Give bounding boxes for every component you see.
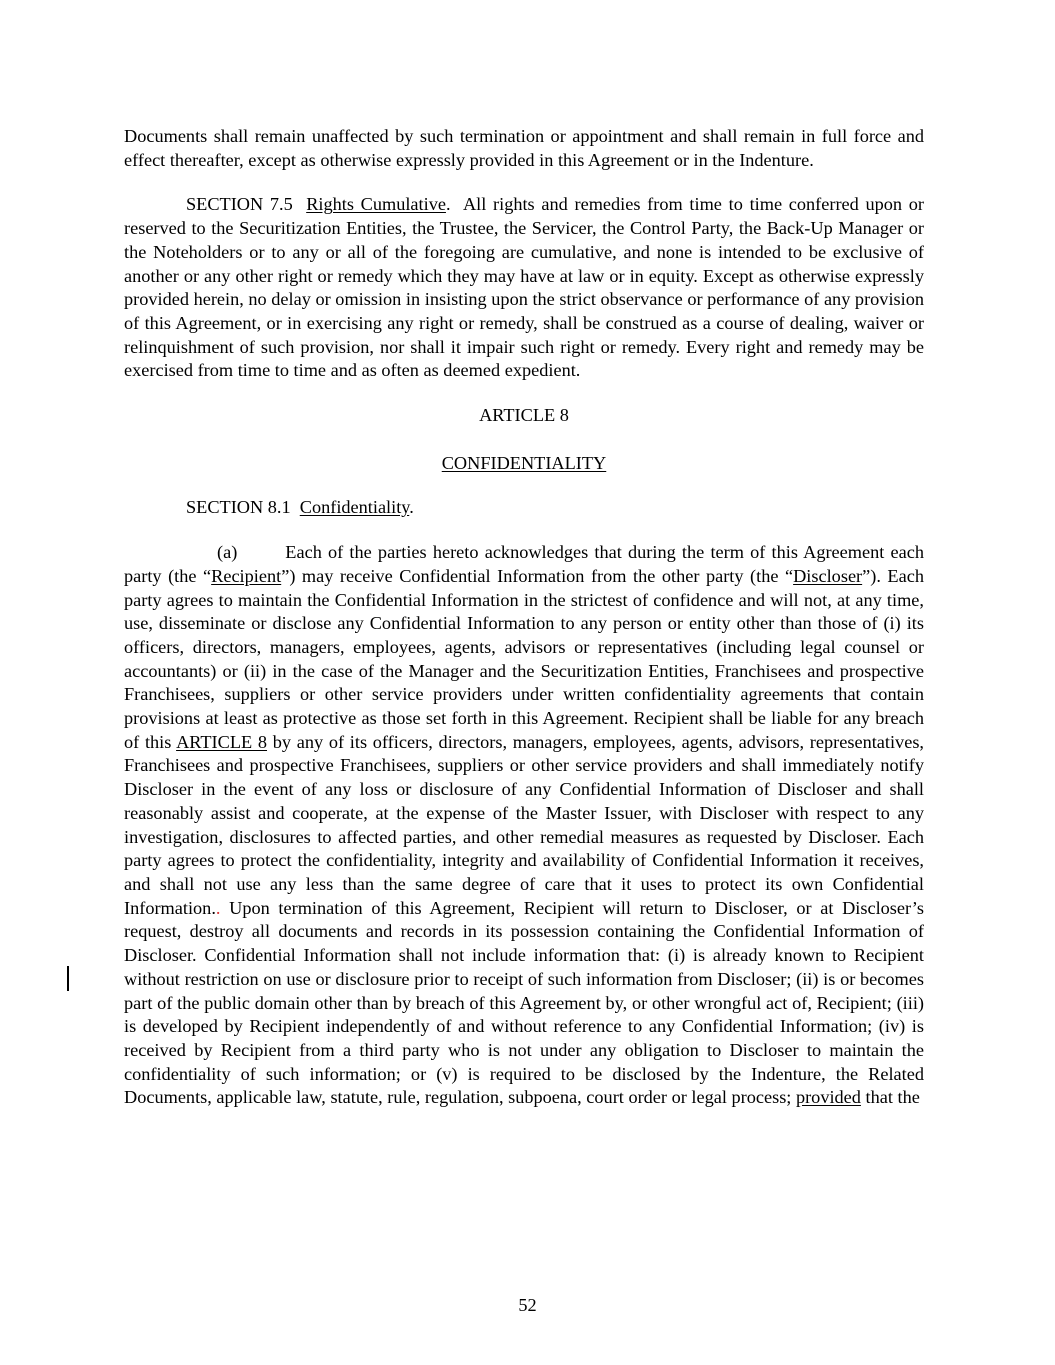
section-8-1-heading: SECTION 8.1 Confidentiality. xyxy=(186,497,414,518)
article-title-text: CONFIDENTIALITY xyxy=(441,452,607,473)
section-8-1-number: SECTION 8.1 xyxy=(186,497,291,518)
deleted-revision-mark: . xyxy=(215,897,221,918)
section-7-5-title: Rights Cumulative xyxy=(306,194,446,215)
provided-term: provided xyxy=(795,1087,861,1108)
article-title xyxy=(124,452,924,476)
article-8-reference: ARTICLE 8 xyxy=(176,731,268,752)
paragraph-a-text-5: Upon termination of this Agreement, Recipient will return to Discloser, or at Discloser’s request, destroy all documents and records in its possession containing the Confidential Information of Discloser. Confidential Information shall not include information that: (i) is already known to Recipient without restriction on use or disclosure prior to receipt of such information from Discloser; (ii) is or becomes part of the public domain other than by breach of this Agreement by, or other wrongful act of, Recipient; (iii) is developed by Recipient independently of and without reference to any Confidential Information; (iv) is received by Recipient from a third party who is not under any obligation to Discloser to maintain the confidentiality of such information; or (v) is required to be disclosed by the Indenture, the Related Documents, applicable law, statute, rule, regulation, subpoena, court order or legal process; xyxy=(124,897,924,1108)
paragraph-a xyxy=(124,541,924,1110)
continuation-paragraph: Documents shall remain unaffected by such termination or appointment and shall remain in full force and effect thereafter, except as otherwise expressly provided in this Agreement or in the Indenture. xyxy=(124,126,924,170)
discloser-term: Discloser xyxy=(793,565,863,586)
revision-change-bar xyxy=(67,966,69,991)
paragraph-a-label: (a) xyxy=(217,542,238,563)
paragraph-a-text-4: by any of its officers, directors, managers, employees, agents, advisors, representatives, Franchisees and prospective Franchisees, suppliers or other service providers and shall immediately notify Discloser in the event of any loss or disclosure of any Confidential Information of Discloser and shall reasonably assist and cooperate, at the expense of the Master Issuer, with Discloser with respect to any investigation, disclosures to affected parties, and other remedial measures as requested by Discloser. Each party agrees to protect the confidentiality, integrity and availability of Confidential Information it receives, and shall not use any less than the same degree of care that it uses to protect its own Confidential Information. xyxy=(124,731,924,918)
paragraph-a-text-1: Each of the parties hereto acknowledges that during the term of this Agreement each party (the “ xyxy=(124,542,924,586)
section-7-5-paragraph: SECTION 7.5 Rights Cumulative. All rights and remedies from time to time conferred upon or reserved to the Securitization Entities, the Trustee, the Servicer, the Control Party, the Back-Up Manager or the Noteholders or to any or all of the foregoing are cumulative, and none is intended to be exclusive of another or any other right or remedy which they may have at law or in equity. Except as otherwise expressly provided herein, no delay or omission in insisting upon the strict observance or performance of any provision of this Agreement, or in exercising any right or remedy, shall be construed as a course of dealing, waiver or relinquishment of such provision, nor shall it impair such right or remedy. Every right and remedy may be exercised from time to time and as often as deemed expedient. xyxy=(124,194,925,381)
section-8-1-title: Confidentiality xyxy=(299,497,410,518)
recipient-term: Recipient xyxy=(211,565,282,586)
section-7-5-body: All rights and remedies from time to time conferred upon or reserved to the Securitization Entities, the Trustee, the Servicer, the Control Party, the Back-Up Manager or the Noteholders or to any or all of the foregoing are cumulative, and none is intended to be exclusive of another or any other right or remedy which they may have at law or in equity. Except as otherwise expressly provided herein, no delay or omission in insisting upon the strict observance or performance of any provision of this Agreement, or in exercising any right or remedy, shall be construed as a course of dealing, waiver or relinquishment of such provision, nor shall it impair such right or remedy. Every right and remedy may be exercised from time to time and as often as deemed expedient. xyxy=(124,194,925,381)
page-number: 52 xyxy=(518,1295,537,1315)
paragraph-a-text-2: ”) may receive Confidential Information from the other party (the “ xyxy=(281,565,794,586)
section-7-5-number: SECTION 7.5 xyxy=(186,194,293,215)
paragraph-a-text-6: that the xyxy=(860,1087,920,1108)
page-content xyxy=(124,125,924,1110)
article-heading: ARTICLE 8 xyxy=(479,405,569,426)
paragraph-a-text-3: ”). Each party agrees to maintain the Confidential Information in the strictest of confidence and will not, at any time, use, disseminate or disclose any Confidential Information to any person or entity other than those of (i) its officers, directors, managers, employees, agents, advisors or representatives (including legal counsel or accountants) or (ii) in the case of the Manager and the Securitization Entities, Franchisees and prospective Franchisees, suppliers or other service providers under written confidentiality agreements that contain provisions at least as protective as those set forth in this Agreement. Recipient shall be liable for any breach of this xyxy=(124,565,924,752)
